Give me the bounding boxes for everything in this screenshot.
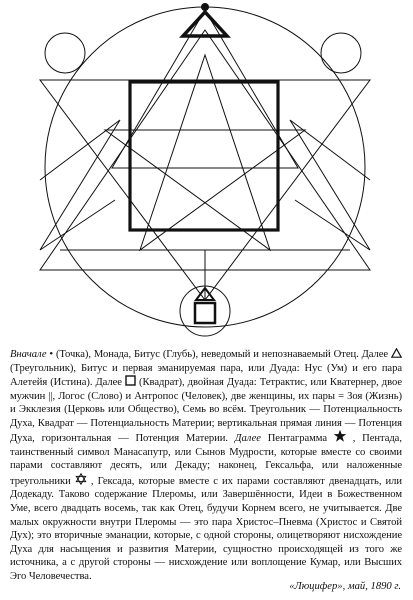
intro-word: Вначале xyxy=(10,349,47,360)
further-word: Далее xyxy=(234,433,261,445)
pentagram-icon xyxy=(334,430,346,442)
point-symbol: • xyxy=(49,349,54,360)
pneuma-circle xyxy=(321,33,361,73)
large-triangle xyxy=(112,10,298,168)
christ-circle xyxy=(45,33,85,73)
pentagram xyxy=(105,55,305,250)
top-triangle-icon xyxy=(183,12,227,36)
triangle-icon xyxy=(391,348,402,358)
monad-point-icon xyxy=(201,3,209,11)
lower-square-icon xyxy=(195,303,215,323)
source-citation: «Люцифер», май, 1890 г. xyxy=(289,581,401,592)
hexagram-icon xyxy=(75,473,87,485)
caption-text: Вначале • (Точка), Монада, Битус (Глубь), неведомый и непознаваемый Отец. Далее (Треугольник), Битус и первая эманируемая пара, или Дуада: Нус (Ум) и его пара Алетейя (Истина). Далее (Квадрат), двойная Дуада: Тетрактис, или Кватернер, двое мужчин ||, Логос (Слово) и Антропос (Человек), две женщины, их пары = Зоя (Жизнь) и Экклезия (Церковь или Общество), Семь во всём. Треугольник — Потенциальность Духа, Квадрат — Потенциальность Материи; вертикальная прямая линия — Потенция Духа, горизонтальная — Потенция Материи. Далее Пентаграмма , Пентада, таинственный символ Манасапутр, или Сынов Мудрости, которые вместе со своими парами составляют десять, или Декаду; наконец, Гексальфа, или наложенные треугольники , Гексада, которые вместе с их парами составляют двенадцать, или Додекаду. Таково содержание Плеромы, или Завершённости, Идеи в Божественном Уме, всего двадцать восемь, так как Отец, будучи Корнем всего, не учитывается. Две малых окружности внутри Плеромы — это пара Христос–Пневма (Христос и Святой Дух); это вторичные эманации, которые, с одной стороны, олицетворяют нисхождение Духа для насыщения и развития Материи, сущностно происходящей из того же источника, а с другой стороны — нисхождение или воплощение Кумар, или Высших Эго Человечества. xyxy=(10,349,402,582)
square-icon xyxy=(125,375,136,386)
up-triangle xyxy=(40,30,370,270)
